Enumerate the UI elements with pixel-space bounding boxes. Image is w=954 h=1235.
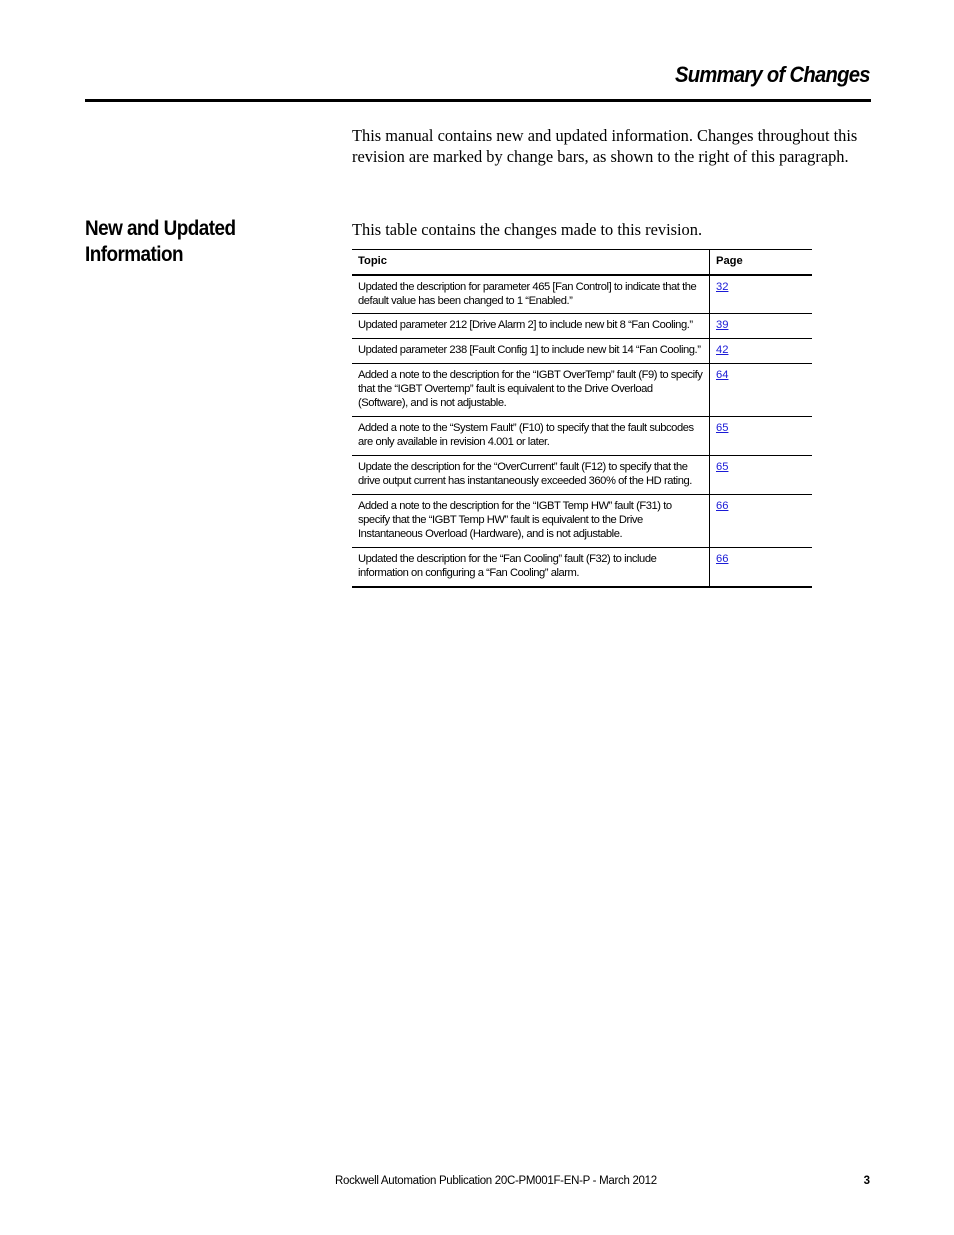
topic-text: Added a note to the description for the “IGBT Temp HW” fault (F31) to specify that the “IGBT Temp HW” fault is equivalent to the Drive Instantaneous Overload (Hardware), and is not adjustable.	[358, 500, 672, 540]
topic-text: Updated parameter 238 [Fault Config 1] to include new bit 14 “Fan Cooling.”	[358, 344, 701, 356]
footer-page-number: 3	[863, 1175, 870, 1187]
page-link[interactable]: 66	[716, 500, 729, 512]
table-row	[352, 417, 812, 456]
table-row	[352, 495, 812, 548]
topic-cell	[352, 364, 710, 417]
topic-cell	[352, 495, 710, 548]
topic-text: Added a note to the description for the “IGBT OverTemp” fault (F9) to specify that the “IGBT Overtemp” fault is equivalent to the Drive Overload (Software), and is not adjustable.	[358, 369, 703, 409]
page-header-title: Summary of Changes	[675, 62, 870, 87]
topic-cell	[352, 417, 710, 456]
topic-text: Updated the description for parameter 465 [Fan Control] to indicate that the default value has been changed to 1 “Enabled.”	[358, 280, 697, 307]
table-row	[352, 548, 812, 587]
topic-text: Updated the description for the “Fan Cooling” fault (F32) to include information on configuring a “Fan Cooling” alarm.	[358, 553, 657, 579]
topic-text: Updated parameter 212 [Drive Alarm 2] to include new bit 8 “Fan Cooling.”	[358, 319, 693, 331]
table-row	[352, 314, 812, 339]
page-cell	[710, 456, 813, 495]
topic-text: Added a note to the “System Fault” (F10) to specify that the fault subcodes are only available in revision 4.001 or later.	[358, 422, 694, 448]
topic-cell	[352, 548, 710, 587]
table-row	[352, 339, 812, 364]
header-rule	[85, 99, 871, 102]
table-row	[352, 275, 812, 314]
footer-publication: Rockwell Automation Publication 20C-PM001F-EN-P - March 2012	[335, 1175, 657, 1187]
page-link[interactable]: 32	[716, 280, 729, 293]
intro-paragraph: This manual contains new and updated information. Changes throughout this revision are marked by change bars, as shown to the right of this paragraph.	[352, 126, 858, 166]
page-link[interactable]: 65	[716, 461, 729, 473]
topic-cell	[352, 456, 710, 495]
table-intro: This table contains the changes made to this revision.	[352, 220, 703, 239]
section-heading-line-2: Information	[85, 243, 184, 266]
topic-text: Update the description for the “OverCurrent” fault (F12) to specify that the drive output current has instantaneously exceeded 360% of the HD rating.	[358, 461, 692, 487]
page-link[interactable]: 66	[716, 553, 729, 565]
topic-cell	[352, 314, 710, 339]
topic-cell	[352, 339, 710, 364]
page-cell	[710, 314, 813, 339]
topic-column-header: Topic	[352, 250, 710, 275]
page-link[interactable]: 64	[716, 369, 729, 381]
page-cell	[710, 364, 813, 417]
table-row	[352, 456, 812, 495]
table-row	[352, 364, 812, 417]
page-cell	[710, 339, 813, 364]
page-cell	[710, 275, 813, 314]
page-link[interactable]: 42	[716, 344, 729, 356]
table-header-row	[352, 250, 812, 275]
page-link[interactable]: 65	[716, 422, 729, 434]
topic-cell	[352, 275, 710, 314]
page-cell	[710, 548, 813, 587]
page-cell	[710, 495, 813, 548]
changes-table	[352, 249, 812, 588]
page-column-header: Page	[710, 250, 813, 275]
section-heading	[85, 216, 292, 268]
page-link[interactable]: 39	[716, 319, 729, 331]
page-cell	[710, 417, 813, 456]
section-heading-line-1: New and Updated	[85, 217, 236, 240]
